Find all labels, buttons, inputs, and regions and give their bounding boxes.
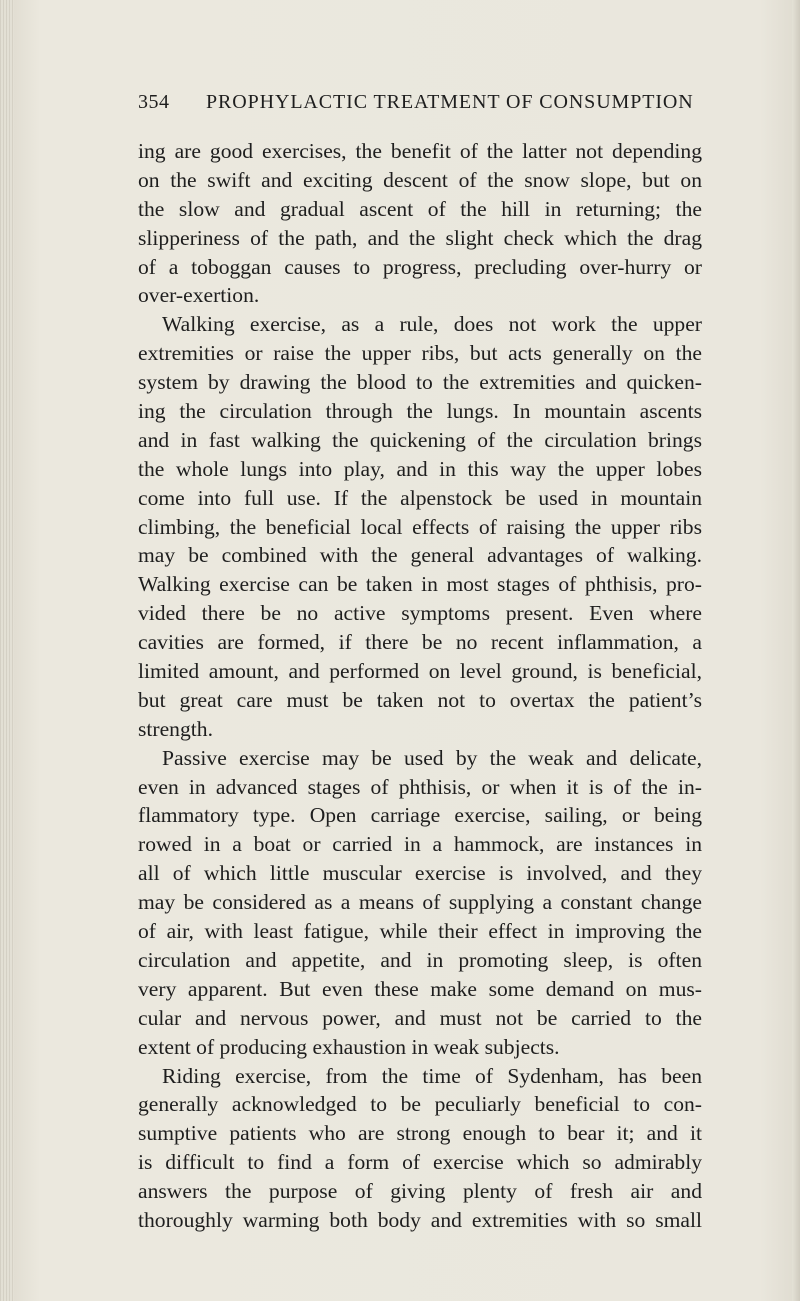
text-line: climbing, the beneficial local effects of raising the upper ribs [138, 514, 702, 539]
text-line: system by drawing the blood to the extremities and quicken- [138, 370, 702, 395]
text-line: rowed in a boat or carried in a hammock, are instances in [138, 832, 702, 857]
text-line: Riding exercise, from the time of Sydenham, has been [162, 1063, 702, 1088]
text-line: generally acknowledged to be peculiarly beneficial to con- [138, 1092, 702, 1117]
text-line: flammatory type. Open carriage exercise, sailing, or being [138, 803, 702, 828]
text-line: very apparent. But even these make some demand on mus- [138, 976, 702, 1001]
text-line: ing are good exercises, the benefit of the latter not depending [138, 139, 702, 163]
body-text [138, 137, 702, 1235]
text-line: and in fast walking the quickening of the circulation brings [138, 427, 702, 452]
text-line: cavities are formed, if there be no recent inflammation, a [138, 630, 702, 655]
text-line: the slow and gradual ascent of the hill in returning; the [138, 196, 702, 221]
text-line: extent of producing exhaustion in weak subjects. [138, 1034, 560, 1059]
text-line: on the swift and exciting descent of the snow slope, but on [138, 167, 702, 192]
text-line: vided there be no active symptoms present. Even where [138, 601, 702, 626]
text-line: extremities or raise the upper ribs, but acts generally on the [138, 341, 702, 366]
text-line: sumptive patients who are strong enough to bear it; and it [138, 1121, 702, 1146]
text-line: is difficult to find a form of exercise which so admirably [138, 1150, 702, 1175]
text-line: Walking exercise, as a rule, does not work the upper [162, 312, 702, 337]
text-line: may be combined with the general advantages of walking. [138, 543, 702, 568]
text-line: limited amount, and performed on level ground, is beneficial, [138, 659, 702, 684]
text-line: over-exertion. [138, 283, 260, 308]
text-line: Walking exercise can be taken in most stages of phthisis, pro- [138, 572, 702, 597]
running-header [138, 91, 698, 123]
text-line: all of which little muscular exercise is involved, and they [138, 861, 702, 886]
text-line: may be considered as a means of supplying a constant change [138, 890, 702, 915]
text-line: but great care must be taken not to overtax the patient’s [138, 687, 702, 712]
text-line: ing the circulation through the lungs. In mountain ascents [138, 399, 702, 424]
text-line: strength. [138, 716, 213, 741]
page-right-edge [792, 0, 800, 1301]
page-left-edge [0, 0, 14, 1301]
text-line: Passive exercise may be used by the weak and delicate, [162, 745, 702, 770]
text-line: even in advanced stages of phthisis, or when it is of the in- [138, 774, 702, 799]
running-title: PROPHYLACTIC TREATMENT OF CONSUMPTION [206, 91, 694, 113]
text-line: cular and nervous power, and must not be carried to the [138, 1005, 702, 1030]
text-line: of air, with least fatigue, while their effect in improving the [138, 919, 702, 944]
text-line: of a toboggan causes to progress, precluding over-hurry or [138, 254, 702, 279]
page-number: 354 [138, 91, 170, 113]
text-line: circulation and appetite, and in promoting sleep, is often [138, 947, 702, 972]
text-line: come into full use. If the alpenstock be used in mountain [138, 485, 702, 510]
text-line: the whole lungs into play, and in this way the upper lobes [138, 456, 702, 481]
text-line: slipperiness of the path, and the slight check which the drag [138, 225, 702, 250]
text-line: thoroughly warming both body and extremities with so small [138, 1207, 702, 1232]
text-line: answers the purpose of giving plenty of fresh air and [138, 1179, 702, 1204]
